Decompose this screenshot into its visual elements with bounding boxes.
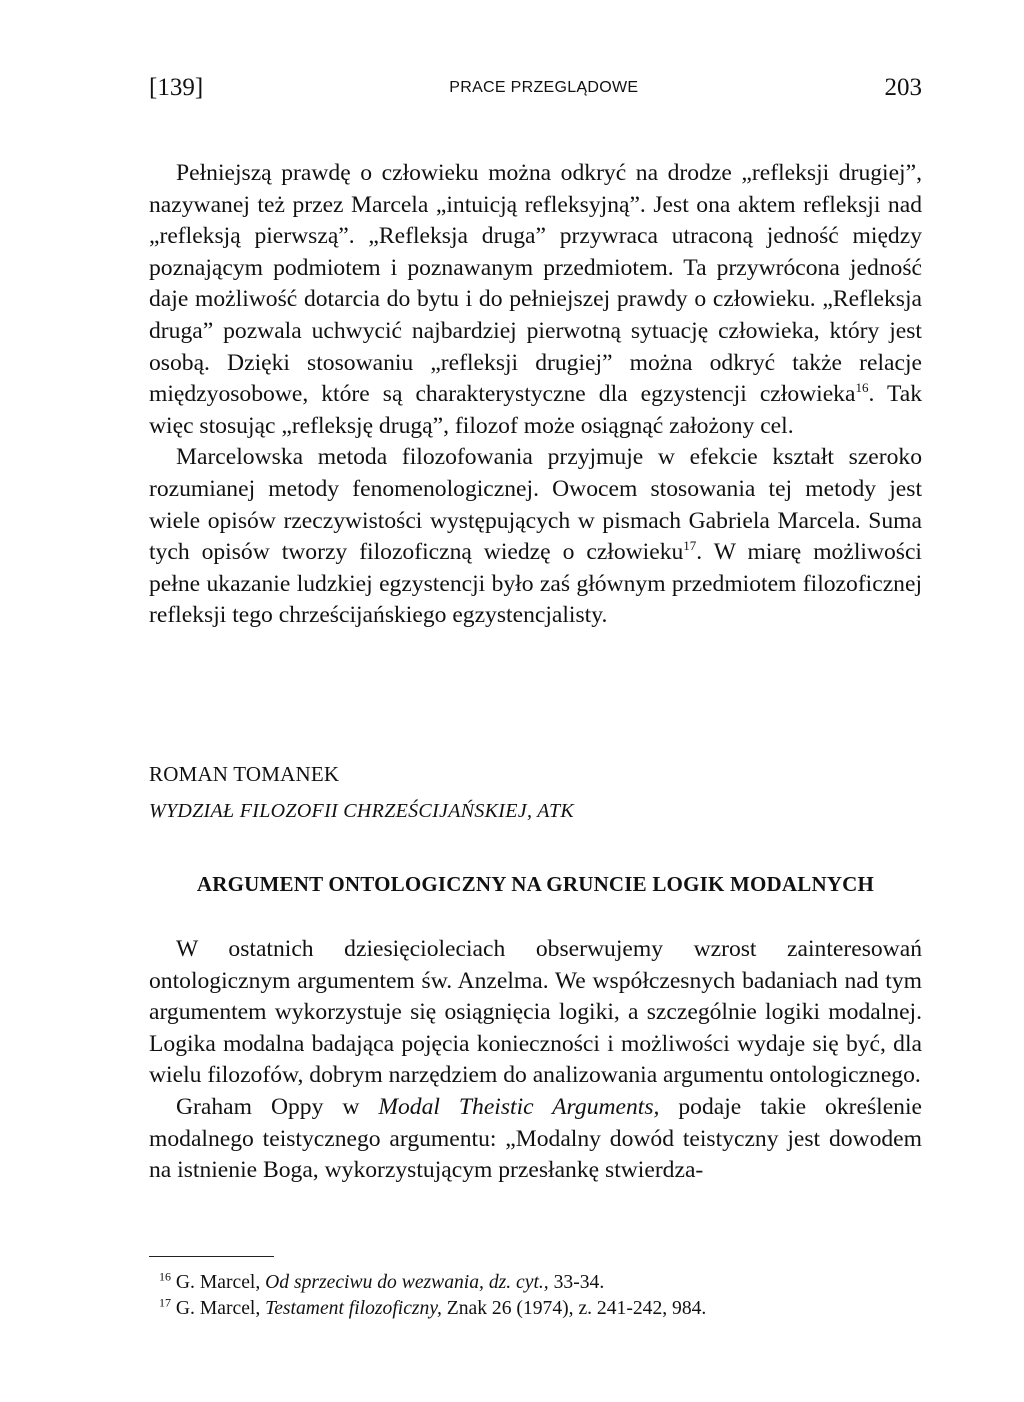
author-affiliation: WYDZIAŁ FILOZOFII CHRZEŚCIJAŃSKIEJ, ATK [149, 800, 575, 822]
footnote-detail: 33-34. [548, 1272, 605, 1293]
article-title: ARGUMENT ONTOLOGICZNY NA GRUNCIE LOGIK MODALNYCH [196, 872, 875, 896]
paragraph-text: . W miarę możliwości pełne ukazanie ludzkiej egzystencji było zaś głównym przedmiotem filozoficznej refleksji tego chrześcijańskiego egzystencjalisty. [149, 539, 922, 629]
running-header [149, 70, 922, 106]
page-reference: [139] [149, 74, 204, 101]
footnote [149, 1270, 922, 1296]
paragraph [149, 158, 922, 442]
paragraph: W ostatnich dziesięcioleciach obserwujemy wzrost zainteresowań ontologicznym argumentem św. Anzelma. We współczesnych badaniach nad tym argumentem wykorzystuje się osiągnięcia logiki, a szczególnie logiki modalnej. Logika modalna badająca pojęcia konieczności i możliwości wydaje się być, dla wielu filozofów, dobrym narzędziem do analizowania argumentu ontologicznego. [149, 936, 922, 1089]
page-number: 203 [884, 74, 922, 101]
footnotes [149, 1270, 922, 1322]
section-title: PRACE PRZEGLĄDOWE [449, 79, 639, 96]
footnote-author: G. Marcel, [175, 1272, 266, 1293]
footnote-title: Testament filozoficzny, [265, 1298, 442, 1319]
article-author: ROMAN TOMANEK [149, 762, 340, 786]
footnote-number: 17 [159, 1295, 171, 1310]
footnote-number: 16 [159, 1269, 171, 1284]
paragraph-text: Graham Oppy w [176, 1093, 379, 1120]
previous-article-ending [149, 158, 922, 632]
footnote [149, 1296, 922, 1322]
paragraph-text: Marcelowska metoda filozofowania przyjmuje w efekcie kształt szeroko rozumianej metody fenomenologicznej. Owocem stosowania tej metody jest wiele opisów rzeczywistości występujących w pismach Gabriela Marcela. Suma tych opisów tworzy filozoficzną wiedzę o człowieku [149, 444, 922, 566]
footnote-ref: 17 [683, 538, 697, 554]
footnote-author: G. Marcel, [175, 1298, 266, 1319]
paragraph [149, 442, 922, 632]
paragraph-text: Pełniejszą prawdę o człowieku można odkryć na drodze „refleksji drugiej”, nazywanej też przez Marcela „intuicją refleksyjną”. Jest ona aktem refleksji nad „refleksją pierwszą”. „Refleksja druga” przywraca utraconą jedność między poznającym podmiotem i poznawanym przedmiotem. Ta przywrócona jedność daje możliwość dotarcia do bytu i do pełniejszej prawdy o człowieku. „Refleksja druga” pozwala uchwycić najbardziej pierwotną sytuację człowieka, który jest osobą. Dzięki stosowaniu „refleksji drugiej” można odkryć także relacje międzyosobowe, które są charakterystyczne dla egzystencji człowieka [149, 160, 922, 408]
footnote-detail: Znak 26 (1974), z. 241-242, 984. [441, 1298, 707, 1319]
footnote-divider [149, 1256, 274, 1257]
article-body [149, 934, 922, 1187]
book-title: Modal Theistic Arguments, [378, 1093, 660, 1120]
paragraph-text: podaje takie określenie modalnego teistycznego argumentu: „Modalny dowód teistyczny jest dowodem na istnienie Boga, wykorzystującym przesłankę stwierdza- [149, 1093, 922, 1184]
footnote-ref: 16 [855, 380, 869, 396]
paragraph [149, 1092, 922, 1187]
paragraph-text: . Tak więc stosując „refleksję drugą”, filozof może osiągnąć założony cel. [149, 381, 922, 439]
footnote-title: Od sprzeciwu do wezwania, dz. cyt., [265, 1272, 549, 1293]
